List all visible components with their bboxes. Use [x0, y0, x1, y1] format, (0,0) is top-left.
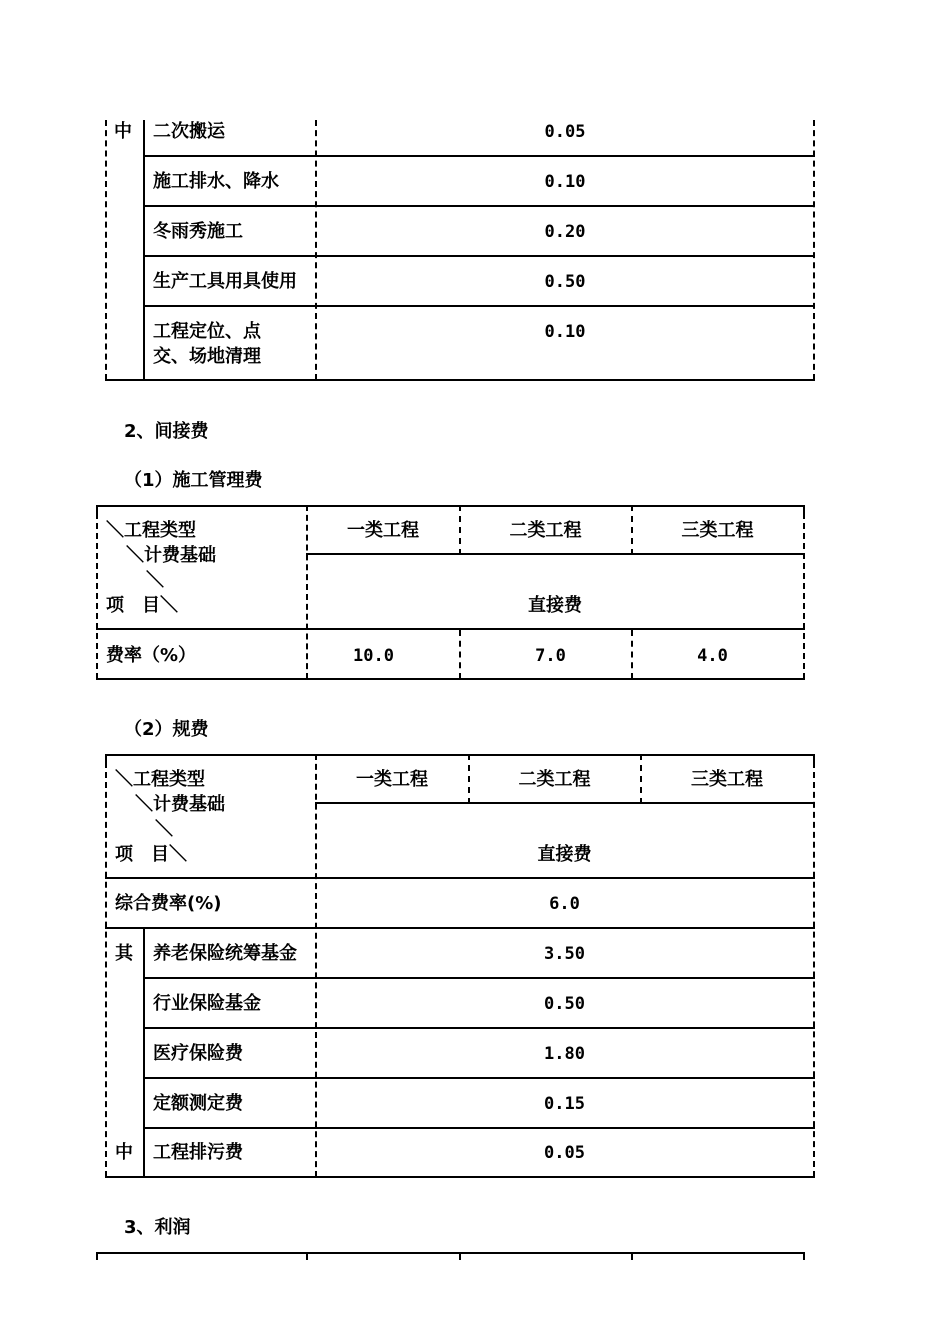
diagonal-header-line: ＼计费基础: [135, 794, 225, 815]
total-rate-label: 综合费率(%): [115, 893, 222, 914]
table-corner-tick: [803, 505, 805, 513]
row-label: 养老保险统筹基金: [153, 943, 297, 964]
diagonal-header-line: 项 目＼: [106, 595, 178, 616]
row-label: 冬雨秀施工: [153, 221, 243, 242]
diagonal-header-line: 项 目＼: [115, 844, 187, 865]
row-value: 0.20: [544, 222, 586, 242]
table-border-right: [813, 762, 815, 1177]
column-header: 一类工程: [347, 520, 419, 541]
column-header: 三类工程: [691, 769, 763, 790]
table-border-right: [803, 513, 805, 679]
row-label: 生产工具用具使用: [153, 271, 297, 292]
row-separator: [143, 1077, 815, 1079]
row-separator: [143, 305, 815, 307]
row-value: 0.10: [544, 172, 586, 192]
table-border-bottom: [105, 1176, 815, 1178]
table-corner-tick: [96, 1252, 98, 1260]
diagonal-header-line: ＼工程类型: [115, 769, 205, 790]
row-value: 1.80: [544, 1044, 585, 1064]
table-border-left: [105, 762, 107, 1177]
row-label: 行业保险基金: [153, 993, 261, 1014]
row-label: 工程定位、点: [153, 321, 261, 342]
table-border-top: [96, 505, 805, 507]
table-border-top: [96, 1252, 805, 1254]
section-heading: 2、间接费: [124, 421, 209, 442]
row-label: 费率（%）: [106, 645, 197, 666]
row-label: 交、场地清理: [153, 346, 261, 367]
header-bottom: [105, 877, 815, 879]
row-value: 0.50: [544, 994, 585, 1014]
row-separator: [143, 1027, 815, 1029]
header-bottom: [96, 628, 805, 630]
row-value: 0.05: [544, 122, 586, 142]
row-separator: [143, 155, 815, 157]
subsection-heading: （2）规费: [124, 719, 209, 740]
table-divider-tick: [631, 1252, 633, 1260]
row-separator: [143, 255, 815, 257]
subsection-heading: （1）施工管理费: [124, 470, 263, 491]
table-corner-tick: [96, 505, 98, 513]
row-separator: [143, 1127, 815, 1129]
base-label: 直接费: [528, 595, 582, 616]
row-separator: [143, 205, 815, 207]
row-label: 定额测定费: [153, 1093, 243, 1114]
row-value: 0.15: [544, 1094, 585, 1114]
column-header: 二类工程: [518, 769, 591, 790]
row-value: 3.50: [544, 944, 585, 964]
row-value: 7.0: [535, 646, 566, 666]
table-divider-tick: [459, 1252, 461, 1260]
table-corner-tick: [803, 1252, 805, 1260]
table-corner-tick: [813, 754, 815, 762]
table-divider: [143, 120, 145, 380]
table-border-top: [105, 754, 815, 756]
row-value: 10.0: [353, 646, 394, 666]
row-label: 施工排水、降水: [153, 171, 279, 192]
table-border-bottom: [105, 379, 815, 381]
side-label: 中: [114, 121, 132, 142]
row-separator: [143, 977, 815, 979]
diagonal-header-line: ＼计费基础: [126, 545, 216, 566]
column-header: 一类工程: [356, 769, 428, 790]
header-separator: [306, 553, 805, 555]
table-border-left: [105, 120, 107, 380]
table-corner-tick: [105, 754, 107, 762]
row-value: 0.50: [544, 272, 586, 292]
diagonal-header-line: ＼: [155, 819, 173, 840]
row-value: 0.10: [544, 322, 586, 342]
row-value: 4.0: [697, 646, 728, 666]
row-label: 二次搬运: [153, 121, 225, 142]
total-rate-value: 6.0: [549, 894, 580, 914]
row-separator: [105, 927, 815, 929]
side-label: 中: [115, 1142, 133, 1163]
side-label: 其: [115, 943, 133, 964]
column-header: 二类工程: [509, 520, 582, 541]
diagonal-header-line: ＼: [146, 570, 164, 591]
diagonal-header-line: ＼工程类型: [106, 520, 196, 541]
table-border-bottom: [96, 678, 805, 680]
section-heading: 3、利润: [124, 1217, 191, 1238]
table-divider-tick: [306, 1252, 308, 1260]
row-label: 工程排污费: [153, 1142, 243, 1163]
column-header: 三类工程: [681, 520, 754, 541]
base-label: 直接费: [537, 844, 592, 865]
row-value: 0.05: [544, 1143, 585, 1163]
row-label: 医疗保险费: [153, 1043, 243, 1064]
table-border-left: [96, 513, 98, 679]
table-divider: [143, 928, 145, 1177]
header-separator: [315, 802, 815, 804]
